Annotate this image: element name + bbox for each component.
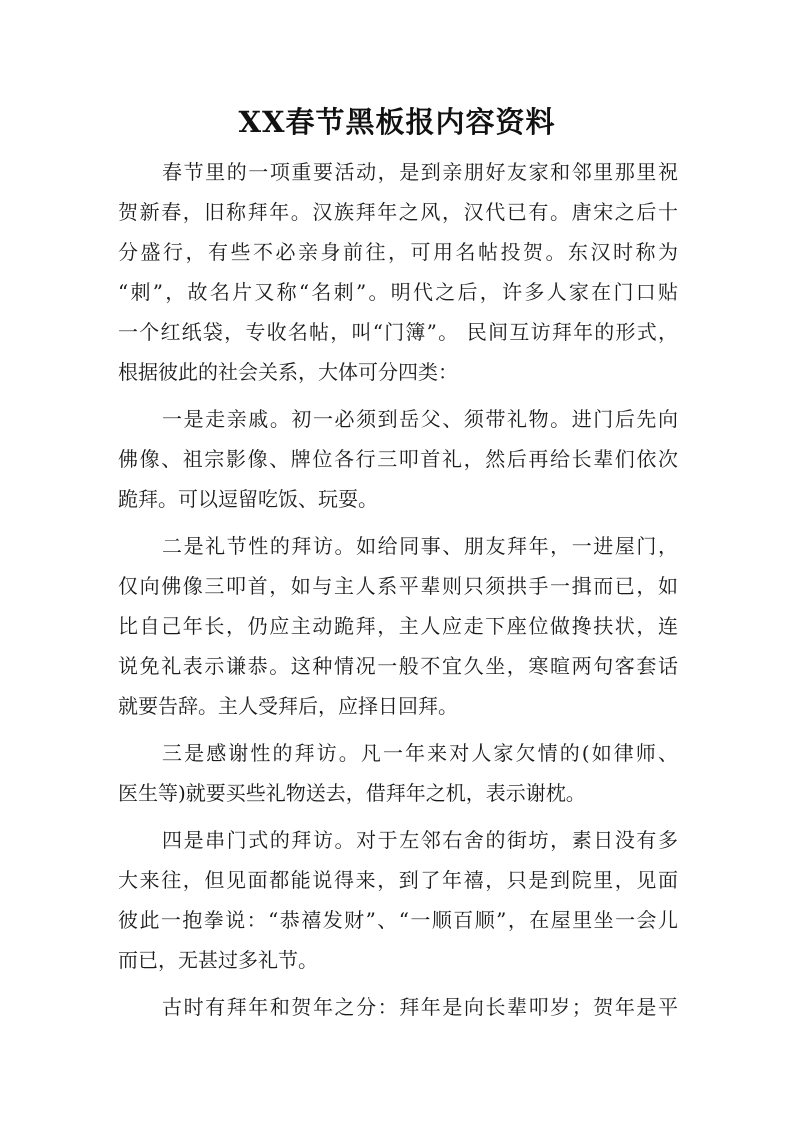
text-line: 大来往，但见面都能说得来，到了年禧，只是到院里，见面 [118, 868, 678, 892]
text-line: 分盛行，有些不必亲身前往，可用名帖投贺。东汉时称为 [118, 240, 678, 264]
text-line: 根据彼此的社会关系，大体可分四类： [118, 360, 458, 384]
text-line: 古时有拜年和贺年之分：拜年是向长辈叩岁；贺年是平 [162, 995, 678, 1019]
text-line: “刺”，故名片又称“名刺”。明代之后，许多人家在门口贴 [118, 280, 678, 304]
text-line: 彼此一抱拳说：“恭禧发财”、“一顺百顺”，在屋里坐一会儿 [118, 908, 678, 932]
paragraph-6 [118, 987, 678, 1027]
text-line: 跪拜。可以逗留吃饭、玩耍。 [118, 487, 378, 511]
text-line: 说免礼表示谦恭。这种情况一般不宜久坐，寒暄两句客套话 [118, 654, 678, 678]
text-line: 四是串门式的拜访。对于左邻右舍的街坊，素日没有多 [162, 828, 678, 852]
paragraph-5 [118, 820, 678, 980]
text-line: 而已，无甚过多礼节。 [118, 948, 318, 972]
text-line: 医生等)就要买些礼物送去，借拜年之机，表示谢枕。 [118, 781, 586, 805]
text-line: 就要告辞。主人受拜后，应择日回拜。 [118, 694, 458, 718]
text-line: 仅向佛像三叩首，如与主人系平辈则只须拱手一揖而已，如 [118, 574, 678, 598]
text-line: 贺新春，旧称拜年。汉族拜年之风，汉代已有。唐宋之后十 [118, 200, 678, 224]
text-line: 佛像、祖宗影像、牌位各行三叩首礼，然后再给长辈们依次 [118, 447, 678, 471]
paragraph-1 [118, 152, 678, 392]
text-line: 春节里的一项重要活动，是到亲朋好友家和邻里那里祝 [162, 160, 678, 184]
paragraph-4 [118, 733, 678, 813]
text-line: 三是感谢性的拜访。凡一年来对人家欠情的(如律师、 [162, 741, 678, 765]
paragraph-3 [118, 526, 678, 726]
paragraph-2 [118, 399, 678, 519]
text-line: 一个红纸袋，专收名帖，叫“门簿”。 民间互访拜年的形式， [118, 320, 678, 344]
document-title: XX春节黑板报内容资料 [238, 105, 556, 139]
text-line: 二是礼节性的拜访。如给同事、朋友拜年，一进屋门， [162, 534, 678, 558]
text-line: 比自己年长，仍应主动跪拜，主人应走下座位做搀扶状，连 [118, 614, 678, 638]
document-body [118, 152, 678, 1034]
text-line: 一是走亲戚。初一必须到岳父、须带礼物。进门后先向 [162, 407, 678, 431]
